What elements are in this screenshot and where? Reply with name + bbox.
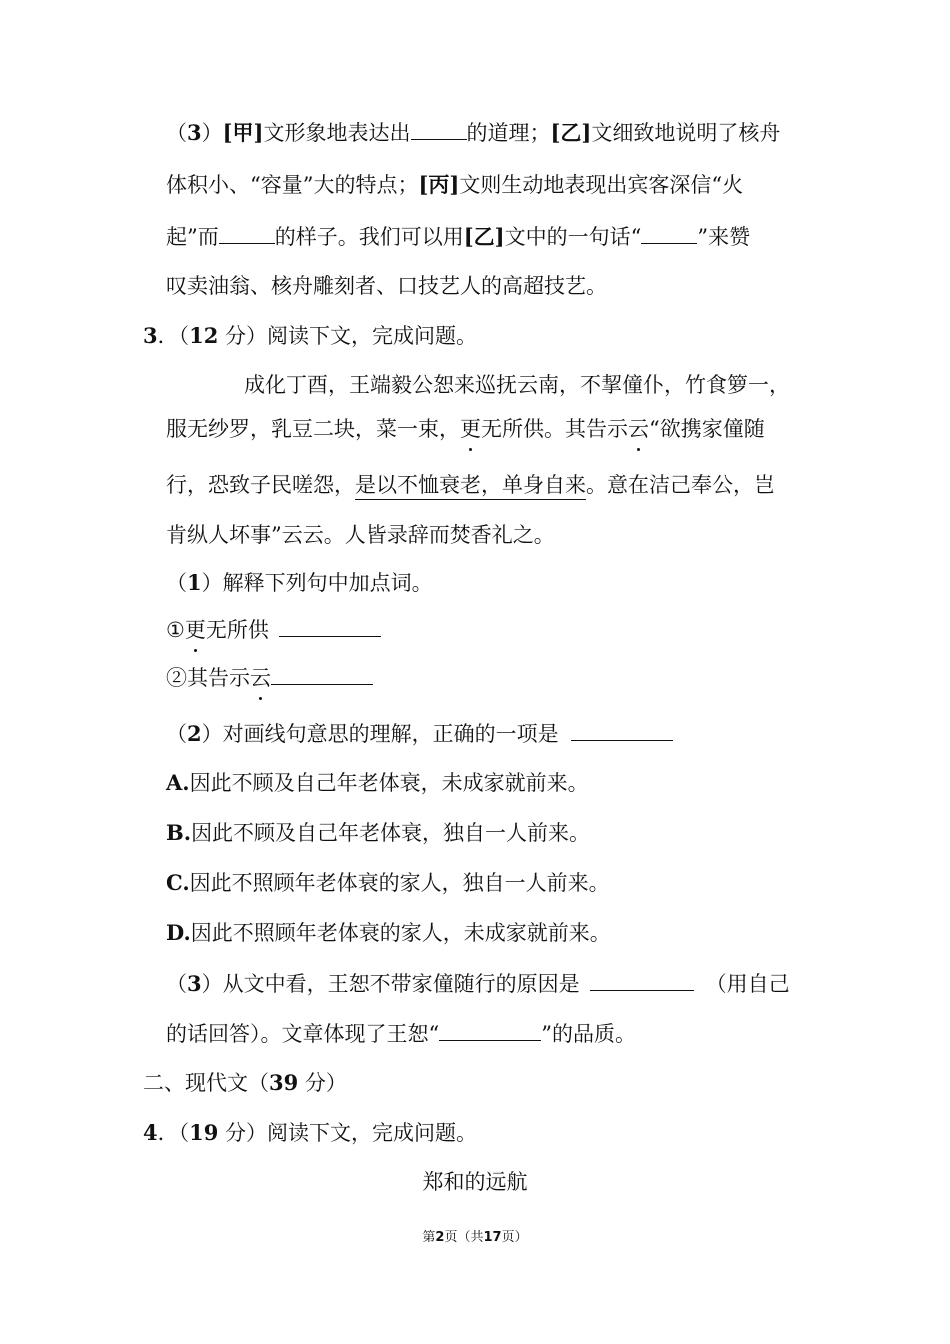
q3-sub1-prompt: （1）解释下列句中加点词。 <box>166 570 433 595</box>
q2-sub3-line1: （3）[甲]文形象地表达出 的道理；[乙]文细致地说明了核舟 <box>166 117 780 148</box>
q3-sub3-line2: 的话回答）。文章体现了王恕“ ”的品质。 <box>166 1018 636 1049</box>
option-d[interactable]: D.因此不照顾年老体衰的家人，未成家就前来。 <box>166 920 611 945</box>
q2-sub3-line2: 体积小、“容量”大的特点；[丙]文则生动地表现出宾客深信“火 <box>166 172 744 197</box>
option-c[interactable]: C.因此不照顾年老体衰的家人，独自一人前来。 <box>166 870 610 895</box>
question-number: 3 <box>143 323 158 348</box>
q3-heading: 3．（12 分）阅读下文，完成问题。 <box>143 323 478 348</box>
emphasis-dot-word: 云 <box>250 663 271 693</box>
q2-sub3-line4: 叹卖油翁、核舟雕刻者、口技艺人的高超技艺。 <box>166 274 607 298</box>
section-heading: 二、现代文（39 分） <box>143 1070 347 1095</box>
q3-sub2-prompt: （2）对画线句意思的理解，正确的一项是 <box>166 718 673 749</box>
passage-title: 郑和的远航 <box>422 1170 528 1194</box>
emphasis-dot-word: 更 <box>185 615 206 645</box>
option-a[interactable]: A.因此不顾及自己年老体衰，未成家就前来。 <box>166 770 589 795</box>
passage-line-4: 肯纵人坏事”云云。人皆录辞而焚香礼之。 <box>166 523 555 547</box>
answer-blank[interactable] <box>641 221 697 244</box>
passage-line-3: 行，恐致子民嗟怨，是以不恤衰老，单身自来。意在洁己奉公，岂 <box>166 470 775 500</box>
answer-blank[interactable] <box>411 117 467 140</box>
answer-blank[interactable] <box>279 614 381 637</box>
emphasis-dot-word: 云 <box>628 414 649 444</box>
passage-line-1: 成化丁酉，王端毅公恕来巡抚云南，不挈僮仆，竹食箩一， <box>244 373 790 397</box>
passage-line-2: 服无纱罗，乳豆二块，菜一束，更无所供。其告示云“欲携家僮随 <box>166 414 765 444</box>
q3-sub1-item2: ②其告示云 <box>166 662 373 693</box>
underlined-sentence: 是以不恤衰老，单身自来 <box>355 473 586 500</box>
q2-sub3-line3: 起”而 的样子。我们可以用[乙]文中的一句话“ ”来赞 <box>166 221 750 252</box>
answer-blank[interactable] <box>571 718 673 741</box>
page-total: 17 <box>483 1230 502 1245</box>
q3-sub3-line1: （3）从文中看，王恕不带家僮随行的原因是 （用自己 <box>166 968 790 999</box>
page-footer: 第2页（共17页） <box>422 1230 528 1245</box>
answer-blank[interactable] <box>219 221 275 244</box>
q4-heading: 4．（19 分）阅读下文，完成问题。 <box>143 1120 478 1145</box>
emphasis-dot-word: 更 <box>460 414 481 444</box>
answer-blank[interactable] <box>439 1018 541 1041</box>
sub-number: 3 <box>187 120 202 145</box>
question-number: 4 <box>143 1120 158 1145</box>
answer-blank[interactable] <box>590 968 694 991</box>
q3-sub1-item1: ①更无所供 <box>166 614 381 645</box>
answer-blank[interactable] <box>271 662 373 685</box>
page-number: 2 <box>435 1230 445 1245</box>
option-b[interactable]: B.因此不顾及自己年老体衰，独自一人前来。 <box>166 820 591 845</box>
